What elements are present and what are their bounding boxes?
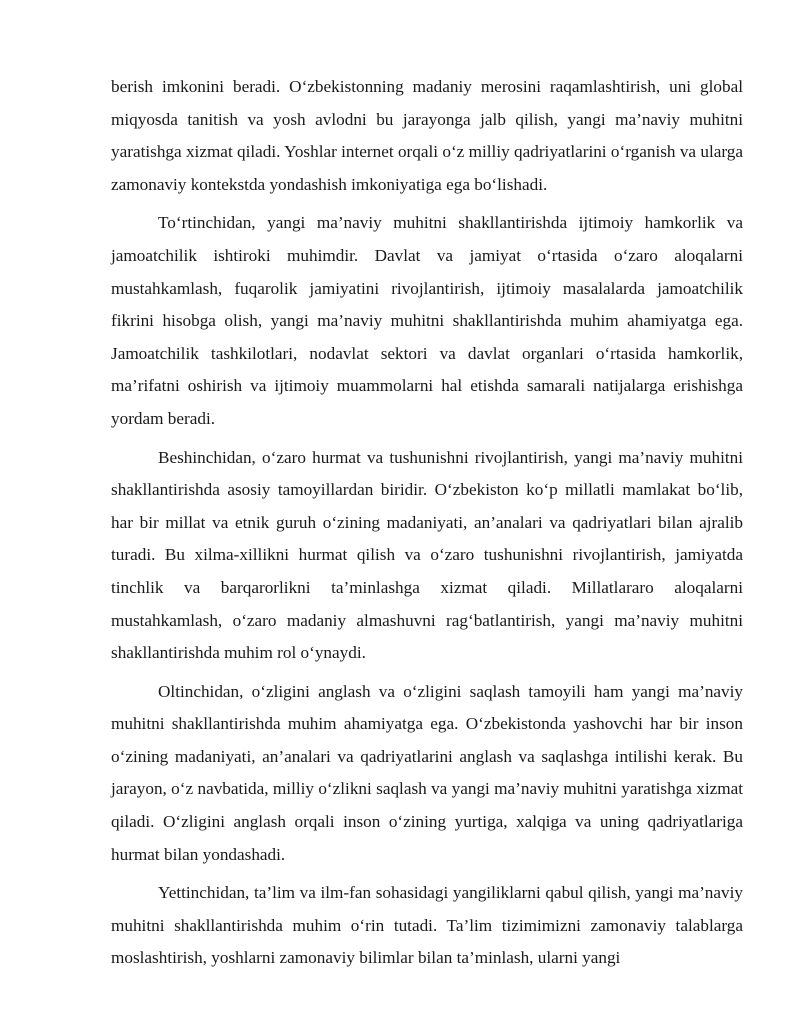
paragraph-sixth: Oltinchidan, o‘zligini anglash va o‘zligini saqlash tamoyili ham yangi ma’naviy muhitni shakllantirishda muhim ahamiyatga ega. O‘zbekistonda yashovchi har bir inson o‘zining madaniyati, an’analari va qadriyatlarini anglash va saqlashga intilishi kerak. Bu jarayon, o‘z navbatida, milliy o‘zlikni saqlash va yangi ma’naviy muhitni yaratishga xizmat qiladi. O‘zligini anglash orqali inson o‘zining yurtiga, xalqiga va uning qadriyatlariga hurmat bilan yondashadi. <box>111 681 743 864</box>
paragraph-fourth: To‘rtinchidan, yangi ma’naviy muhitni shakllantirishda ijtimoiy hamkorlik va jamoatchilik ishtiroki muhimdir. Davlat va jamiyat o‘rtasida o‘zaro aloqalarni mustahkamlash, fuqarolik jamiyatini rivojlantirish, ijtimoiy masalalarda jamoatchilik fikrini hisobga olish, yangi ma’naviy muhitni shakllantirishda muhim ahamiyatga ega. Jamoatchilik tashkilotlari, nodavlat sektori va davlat organlari o‘rtasida hamkorlik, ma’rifatni oshirish va ijtimoiy muammolarni hal etishda samarali natijalarga erishishga yordam beradi. <box>111 213 743 428</box>
document-page <box>111 71 743 981</box>
paragraph-continuation: berish imkonini beradi. O‘zbekistonning madaniy merosini raqamlashtirish, uni global miqyosda tanitish va yosh avlodni bu jarayonga jalb qilish, yangi ma’naviy muhitni yaratishga xizmat qiladi. Yoshlar internet orqali o‘z milliy qadriyatlarini o‘rganish va ularga zamonaviy kontekstda yondashish imkoniyatiga ega bo‘lishadi. <box>111 77 743 194</box>
paragraph-fifth: Beshinchidan, o‘zaro hurmat va tushunishni rivojlantirish, yangi ma’naviy muhitni shakllantirishda asosiy tamoyillardan biridir. O‘zbekiston ko‘p millatli mamlakat bo‘lib, har bir millat va etnik guruh o‘zining madaniyati, an’analari va qadriyatlari bilan ajralib turadi. Bu xilma-xillikni hurmat qilish va o‘zaro tushunishni rivojlantirish, jamiyatda tinchlik va barqarorlikni ta’minlashga xizmat qiladi. Millatlararo aloqalarni mustahkamlash, o‘zaro madaniy almashuvni rag‘batlantirish, yangi ma’naviy muhitni shakllantirishda muhim rol o‘ynaydi. <box>111 447 743 663</box>
paragraph-seventh: Yettinchidan, ta’lim va ilm-fan sohasidagi yangiliklarni qabul qilish, yangi ma’naviy muhitni shakllantirishda muhim o‘rin tutadi. Ta’lim tizimimizni zamonaviy talablarga moslashtirish, yoshlarni zamonaviy bilimlar bilan ta’minlash, ularni yangi <box>111 883 743 968</box>
